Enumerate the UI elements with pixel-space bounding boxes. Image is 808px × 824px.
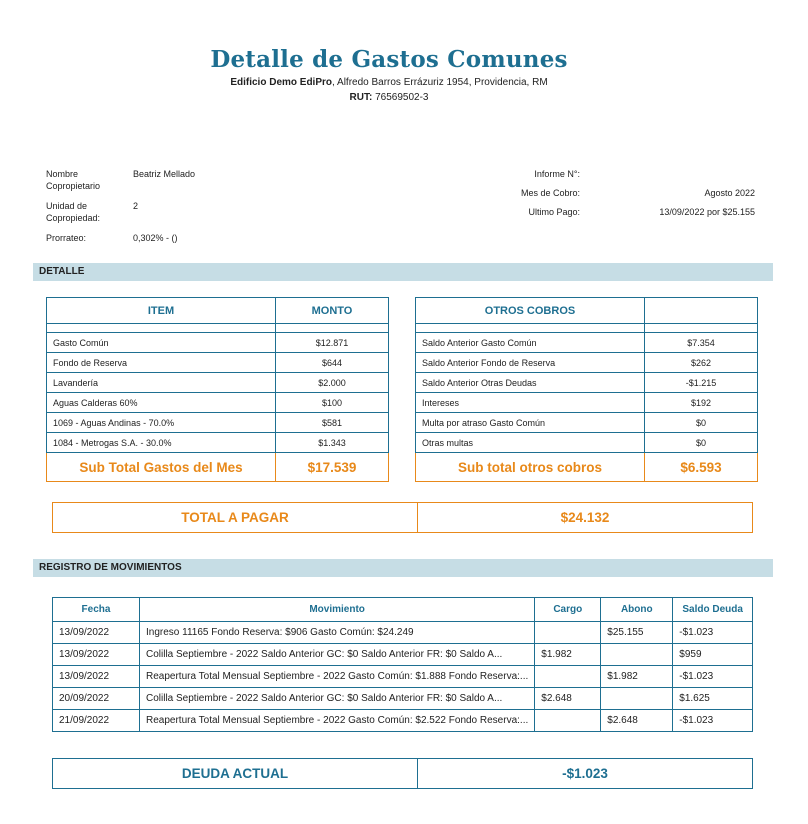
row-monto: $0 — [645, 413, 758, 433]
movement-row — [53, 710, 753, 732]
movement-row — [53, 688, 753, 710]
table-row — [416, 413, 758, 433]
table-row — [416, 353, 758, 373]
movement-row — [53, 644, 753, 666]
movement-movimiento: Reapertura Total Mensual Septiembre - 2022 Gasto Común: $1.888 Fondo Reserva:... — [140, 666, 535, 688]
otros-header: OTROS COBROS — [416, 298, 645, 324]
movement-fecha: 20/09/2022 — [53, 688, 140, 710]
debt-value: -$1.023 — [562, 766, 608, 781]
table-row — [416, 333, 758, 353]
movement-abono: $25.155 — [601, 622, 673, 644]
subtotal-value: $17.539 — [276, 453, 389, 482]
movement-cargo — [535, 622, 601, 644]
table-row — [47, 373, 389, 393]
prorate-label: Prorrateo: — [46, 233, 87, 243]
total-value: $24.132 — [560, 510, 610, 525]
movement-fecha: 13/09/2022 — [53, 666, 140, 688]
section-detalle: DETALLE — [33, 263, 773, 281]
unit-label: Unidad de Copropiedad: — [46, 201, 101, 223]
col-fecha: Fecha — [53, 598, 140, 622]
row-monto: $262 — [645, 353, 758, 373]
movement-abono — [601, 688, 673, 710]
col-saldo: Saldo Deuda — [673, 598, 753, 622]
table-row — [47, 353, 389, 373]
row-monto: $0 — [645, 433, 758, 453]
row-monto: $1.343 — [276, 433, 389, 453]
monto-header: MONTO — [276, 298, 389, 324]
movement-saldo: -$1.023 — [673, 710, 753, 732]
movement-abono: $1.982 — [601, 666, 673, 688]
movements-table — [52, 597, 753, 732]
row-item: Saldo Anterior Otras Deudas — [416, 373, 645, 393]
page-title: Detalle de Gastos Comunes — [210, 46, 568, 73]
row-item: Saldo Anterior Gasto Común — [416, 333, 645, 353]
movement-saldo: -$1.023 — [673, 622, 753, 644]
row-item: Multa por atraso Gasto Común — [416, 413, 645, 433]
col-abono: Abono — [601, 598, 673, 622]
movement-saldo: -$1.023 — [673, 666, 753, 688]
movement-abono: $2.648 — [601, 710, 673, 732]
debt-box — [52, 758, 753, 789]
debt-label: DEUDA ACTUAL — [53, 759, 418, 788]
movement-movimiento: Ingreso 11165 Fondo Reserva: $906 Gasto Común: $24.249 — [140, 622, 535, 644]
section-movimientos: REGISTRO DE MOVIMIENTOS — [33, 559, 773, 577]
rut-label: RUT: — [349, 92, 373, 103]
row-monto: $581 — [276, 413, 389, 433]
table-row — [47, 433, 389, 453]
row-item: Lavandería — [47, 373, 276, 393]
row-item: Gasto Común — [47, 333, 276, 353]
table-row — [416, 433, 758, 453]
building-name: Edificio Demo EdiPro — [230, 77, 333, 88]
row-item: Fondo de Reserva — [47, 353, 276, 373]
movement-movimiento: Colilla Septiembre - 2022 Saldo Anterior GC: $0 Saldo Anterior FR: $0 Saldo A... — [140, 688, 535, 710]
table-row — [416, 373, 758, 393]
col-cargo: Cargo — [535, 598, 601, 622]
lastpay-label: Ultimo Pago: — [528, 207, 580, 217]
rut-value: 76569502-3 — [372, 92, 429, 103]
movement-cargo — [535, 666, 601, 688]
movement-saldo: $1.625 — [673, 688, 753, 710]
report-label: Informe N°: — [534, 169, 580, 179]
movement-movimiento: Colilla Septiembre - 2022 Saldo Anterior GC: $0 Saldo Anterior FR: $0 Saldo A... — [140, 644, 535, 666]
unit-value: 2 — [133, 201, 139, 211]
movement-fecha: 13/09/2022 — [53, 622, 140, 644]
movement-cargo — [535, 710, 601, 732]
otros-subtotal-label: Sub total otros cobros — [416, 453, 645, 482]
items-table — [46, 297, 389, 482]
movement-cargo: $1.982 — [535, 644, 601, 666]
table-row — [416, 393, 758, 413]
col-movimiento: Movimiento — [140, 598, 535, 622]
row-monto: $192 — [645, 393, 758, 413]
movement-fecha: 13/09/2022 — [53, 644, 140, 666]
row-item: 1084 - Metrogas S.A. - 30.0% — [47, 433, 276, 453]
total-label: TOTAL A PAGAR — [53, 503, 418, 532]
items-header: ITEM — [47, 298, 276, 324]
row-item: Aguas Calderas 60% — [47, 393, 276, 413]
lastpay-value: 13/09/2022 por $25.155 — [659, 207, 755, 217]
row-monto: $2.000 — [276, 373, 389, 393]
otros-monto-header — [645, 298, 758, 324]
row-monto: $644 — [276, 353, 389, 373]
owner-value: Beatriz Mellado — [133, 169, 196, 179]
subtotal-label: Sub Total Gastos del Mes — [47, 453, 276, 482]
row-item: Intereses — [416, 393, 645, 413]
movement-saldo: $959 — [673, 644, 753, 666]
prorate-value: 0,302% - () — [133, 233, 178, 243]
table-row — [47, 333, 389, 353]
owner-label: Nombre Copropietario — [46, 169, 101, 191]
movement-cargo: $2.648 — [535, 688, 601, 710]
month-label: Mes de Cobro: — [520, 188, 580, 198]
row-item: Saldo Anterior Fondo de Reserva — [416, 353, 645, 373]
row-monto: $7.354 — [645, 333, 758, 353]
otros-subtotal-value: $6.593 — [645, 453, 758, 482]
row-item: 1069 - Aguas Andinas - 70.0% — [47, 413, 276, 433]
row-monto: $100 — [276, 393, 389, 413]
building-address: , Alfredo Barros Errázuriz 1954, Providencia, RM — [332, 77, 548, 88]
row-monto: -$1.215 — [645, 373, 758, 393]
movement-row — [53, 622, 753, 644]
building-line — [0, 77, 778, 88]
movement-fecha: 21/09/2022 — [53, 710, 140, 732]
row-item: Otras multas — [416, 433, 645, 453]
movement-row — [53, 666, 753, 688]
total-box — [52, 502, 753, 533]
movement-movimiento: Reapertura Total Mensual Septiembre - 2022 Gasto Común: $2.522 Fondo Reserva:... — [140, 710, 535, 732]
rut-line — [0, 92, 778, 103]
month-value: Agosto 2022 — [704, 188, 755, 198]
table-row — [47, 393, 389, 413]
otros-table — [415, 297, 758, 482]
movement-abono — [601, 644, 673, 666]
row-monto: $12.871 — [276, 333, 389, 353]
table-row — [47, 413, 389, 433]
